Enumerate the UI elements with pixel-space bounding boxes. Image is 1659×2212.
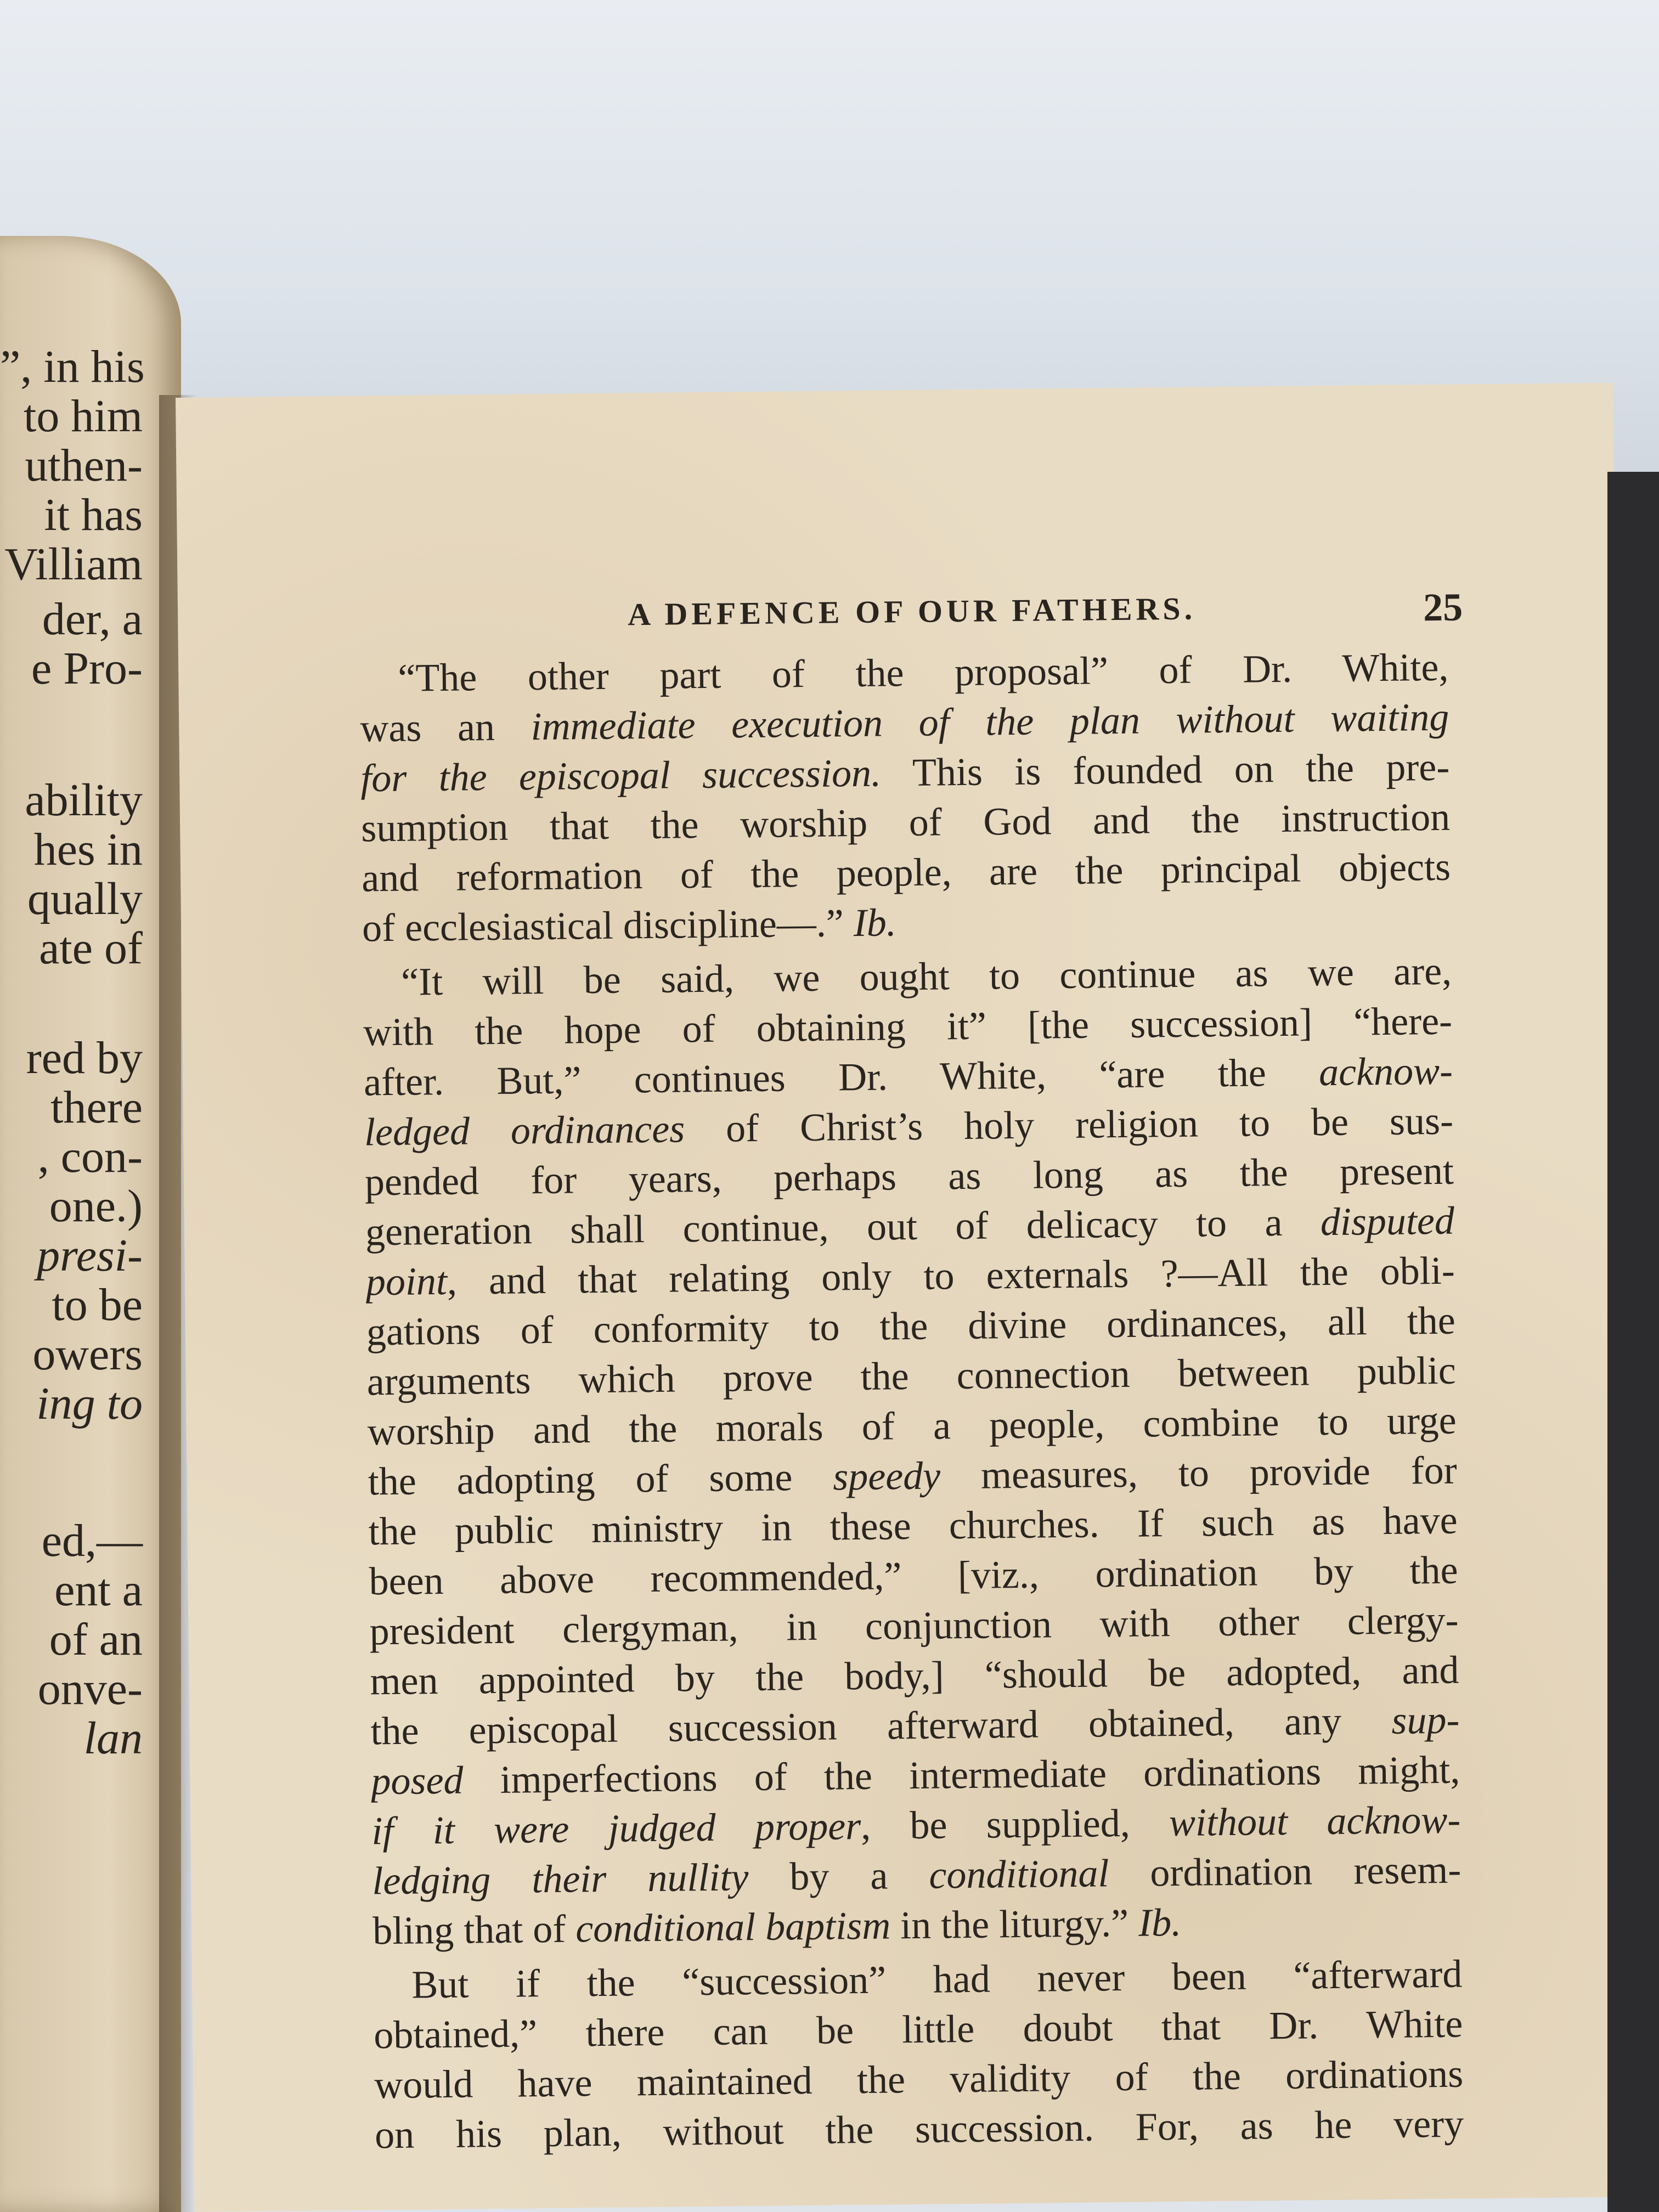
text-run: and reformation of the people, are the principal objects xyxy=(361,844,1451,900)
left-page-fragment: der, a xyxy=(42,594,143,645)
italic-run: ledged ordinances xyxy=(364,1107,685,1154)
left-page-fragment: to him xyxy=(23,391,143,442)
text-run: bling that of xyxy=(372,1906,576,1953)
paragraph xyxy=(363,946,1462,1956)
left-page-fragment: ate of xyxy=(39,923,143,974)
text-run: men appointed by the body,] “should be adopted, and xyxy=(370,1647,1459,1703)
text-line xyxy=(362,892,1452,953)
text-run: , and that relating only to externals ?—All the obli- xyxy=(447,1248,1455,1303)
left-page-fragment: onve- xyxy=(37,1663,143,1714)
left-page-fragment: presi- xyxy=(37,1230,143,1281)
text-run: the adopting of some xyxy=(368,1454,833,1504)
italic-run: acknow- xyxy=(1318,1048,1453,1094)
italic-run: if it were judged proper xyxy=(371,1804,861,1853)
text-line xyxy=(375,2099,1464,2160)
left-page-fragment: ing to xyxy=(36,1378,143,1429)
text-run: after. But,” continues Dr. White, “are the xyxy=(363,1050,1319,1104)
paragraph xyxy=(359,642,1452,953)
left-page-fragment: ability xyxy=(25,775,143,826)
text-run: of Christ’s holy religion to be sus- xyxy=(684,1098,1454,1151)
text-run: “The other part of the proposal” of Dr. White, xyxy=(397,645,1449,700)
left-page-fragment: ”, in his xyxy=(0,341,145,392)
text-run: obtained,” there can be little doubt that Dr. White xyxy=(373,2001,1463,2057)
text-run: ordination resem- xyxy=(1108,1847,1462,1895)
text-run: measures, to provide for xyxy=(940,1448,1457,1498)
left-page xyxy=(0,236,181,2212)
left-page-fragment: to be xyxy=(52,1279,143,1330)
text-run: of ecclesiastical discipline—.” xyxy=(362,901,854,950)
text-run: would have maintained the validity of the ordinations xyxy=(374,2051,1464,2107)
text-run: was an xyxy=(359,704,531,751)
right-page xyxy=(176,383,1632,2212)
book-cover-edge xyxy=(1607,472,1659,2212)
left-page-fragment: of an xyxy=(49,1614,143,1665)
text-run: “It will be said, we ought to continue as we are, xyxy=(400,949,1452,1004)
italic-run: Ib. xyxy=(853,900,897,945)
text-run: imperfections of the intermediate ordinations might, xyxy=(462,1747,1460,1802)
text-run: pended for years, perhaps as long as the present xyxy=(364,1148,1454,1204)
text-run: But if the “succession” had never been “afterward xyxy=(411,1951,1463,2007)
text-run: arguments which prove the connection between public xyxy=(366,1348,1457,1404)
italic-run: without acknow- xyxy=(1169,1797,1461,1845)
text-run: with the hope of obtaining it” [the succession] “here- xyxy=(363,998,1453,1054)
left-page-fragment: there xyxy=(50,1082,143,1133)
left-page-fragment: ed,— xyxy=(41,1515,143,1566)
text-run: by a xyxy=(748,1853,929,1899)
text-run: sumption that the worship of God and the instruction xyxy=(360,794,1451,850)
text-run: , be supplied, xyxy=(860,1801,1170,1848)
text-run: This is founded on the pre- xyxy=(881,744,1450,795)
left-page-fragment: hes in xyxy=(33,824,143,875)
italic-run: speedy xyxy=(832,1453,941,1499)
italic-run: conditional baptism xyxy=(575,1903,891,1951)
italic-run: ledging their nullity xyxy=(371,1855,749,1903)
left-page-fragment: uthen- xyxy=(25,440,143,491)
text-run: gations of conformity to the divine ordinances, all the xyxy=(366,1298,1456,1354)
text-run: the public ministry in these churches. If such as have xyxy=(368,1498,1458,1554)
left-page-fragment: it has xyxy=(44,489,143,540)
left-page-fragment: Villiam xyxy=(4,539,143,590)
left-page-fragment: , con- xyxy=(37,1131,143,1182)
italic-run: sup- xyxy=(1391,1697,1460,1742)
left-page-fragment: owers xyxy=(32,1329,143,1380)
text-run: in the liturgy.” xyxy=(890,1900,1139,1948)
left-page-fragment: lan xyxy=(83,1713,143,1764)
body-text xyxy=(359,642,1464,2165)
italic-run: Ib. xyxy=(1138,1900,1182,1945)
italic-run: conditional xyxy=(928,1851,1109,1897)
text-run: president clergyman, in conjunction with other clergy- xyxy=(369,1598,1459,1654)
left-page-fragment: qually xyxy=(27,873,143,924)
text-run: been above recommended,” [viz., ordination by the xyxy=(369,1548,1458,1604)
text-run: the episcopal succession afterward obtained, any xyxy=(370,1698,1392,1753)
text-run: generation shall continue, out of delicacy to a xyxy=(365,1200,1321,1254)
text-line xyxy=(373,1895,1462,1956)
text-run: worship and the morals of a people, combine to urge xyxy=(367,1398,1457,1454)
italic-run: point xyxy=(365,1259,448,1304)
left-page-fragment: e Pro- xyxy=(31,643,143,694)
italic-run: posed xyxy=(371,1758,464,1803)
italic-run: immediate execution of the plan without waiting xyxy=(531,695,1449,749)
left-page-fragment: one.) xyxy=(49,1181,143,1232)
italic-run: disputed xyxy=(1320,1198,1455,1244)
paragraph xyxy=(373,1949,1464,2160)
text-run: on his plan, without the succession. For, as he very xyxy=(374,2101,1464,2157)
page-number: 25 xyxy=(1423,585,1463,630)
italic-run: for the episcopal succession. xyxy=(360,751,882,800)
running-head: A DEFENCE OF OUR FATHERS. xyxy=(627,590,1197,633)
left-page-fragment: red by xyxy=(26,1032,143,1084)
left-page-fragment: ent a xyxy=(54,1565,143,1616)
